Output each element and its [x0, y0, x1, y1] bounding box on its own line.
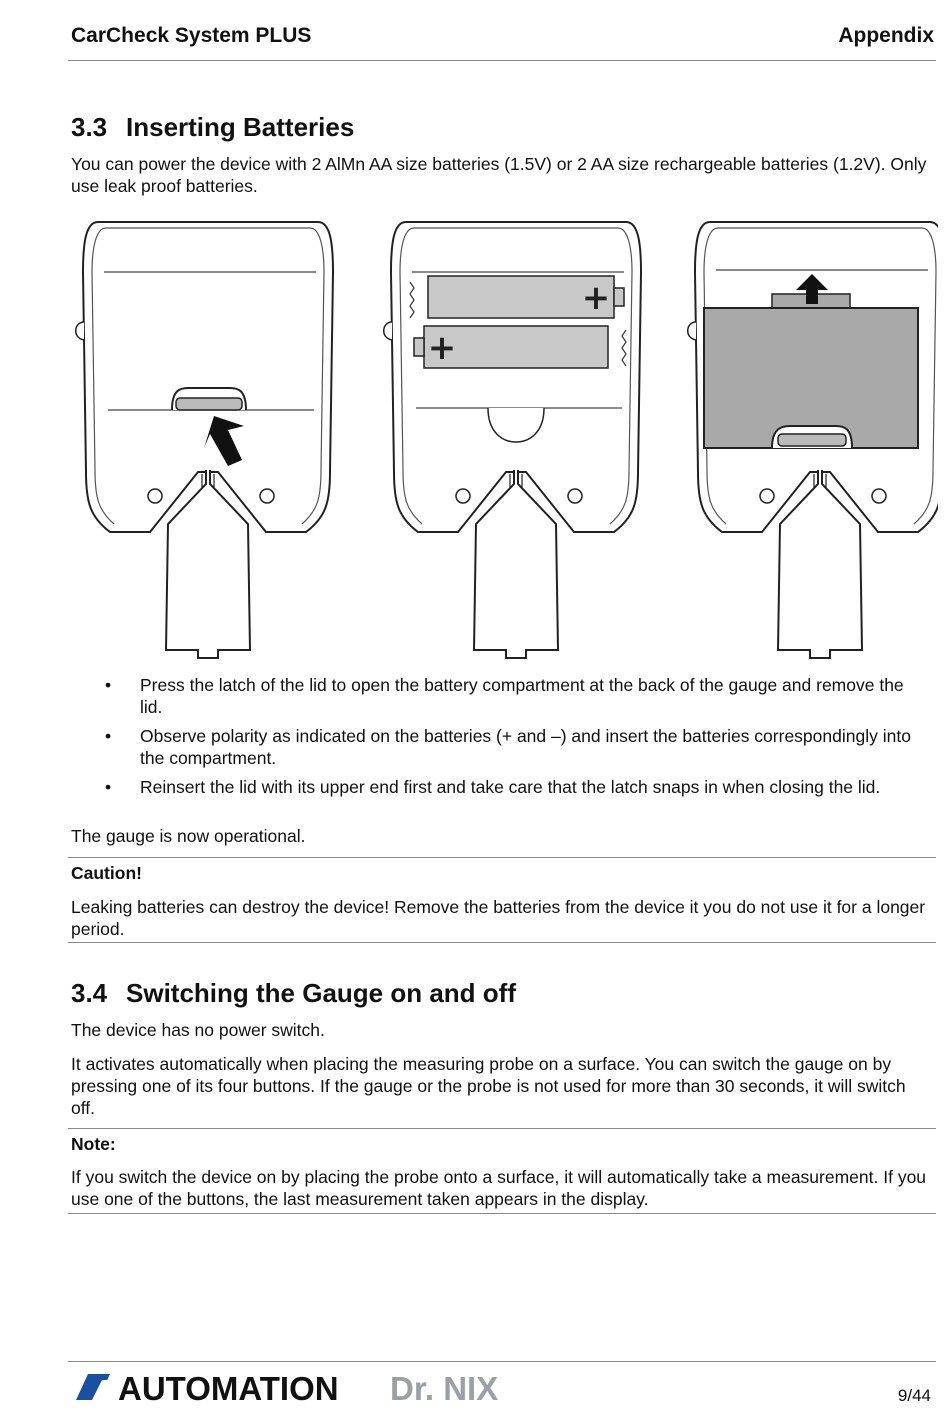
section-heading-3-4 [71, 978, 516, 1009]
bullet: • [105, 777, 112, 797]
list-item [71, 776, 930, 798]
list-item [71, 725, 930, 769]
page-number: 9/44 [897, 1386, 931, 1405]
page-header [71, 24, 934, 52]
automation-dr-nix-logo [72, 1370, 522, 1406]
step-text: Reinsert the lid with its upper end first and take care that the latch snaps in when closing the lid. [140, 777, 881, 797]
caution-label: Caution! [71, 863, 142, 883]
battery-intro: You can power the device with 2 AlMn AA size batteries (1.5V) or 2 AA size rechargeable batteries (1.2V). Only use leak proof batteries. [71, 154, 927, 196]
header-rule [68, 60, 936, 61]
logo-automation-text: AUTOMATION [118, 1370, 339, 1406]
bullet: • [105, 726, 112, 746]
section-title: Inserting Batteries [126, 112, 355, 142]
gauge-step-3 [688, 222, 938, 658]
plus-marker: + [427, 328, 457, 368]
operational-note: The gauge is now operational. [71, 826, 306, 846]
header-title: CarCheck System PLUS [71, 24, 312, 47]
caution-top-rule [68, 857, 936, 858]
section-number: 3.3 [71, 112, 108, 142]
section-title: Switching the Gauge on and off [126, 978, 516, 1008]
step-text: Press the latch of the lid to open the battery compartment at the back of the gauge and remove the lid. [140, 675, 904, 717]
caution-bottom-rule [68, 942, 936, 943]
note-top-rule [68, 1128, 936, 1129]
note-label: Note: [71, 1134, 116, 1154]
header-section: Appendix [838, 24, 934, 47]
auto-activation-text: It activates automatically when placing the measuring probe on a surface. You can switch the gauge on by pressing one of its four buttons. If the gauge or the probe is not used for more than 30 seconds, it will switch off. [71, 1054, 906, 1118]
battery-insertion-illustration [68, 212, 938, 664]
section-heading-3-3 [71, 112, 354, 143]
note-bottom-rule [68, 1213, 936, 1214]
step-text: Observe polarity as indicated on the batteries (+ and –) and insert the batteries correspondingly into the compartment. [140, 726, 911, 768]
bullet: • [105, 675, 112, 695]
gauge-step-1 [76, 222, 333, 658]
section-number: 3.4 [71, 978, 108, 1008]
steps-list [71, 674, 930, 805]
gauge-step-2 [384, 222, 641, 658]
logo-drnix-text: Dr. NIX [390, 1370, 499, 1406]
power-switch-text: The device has no power switch. [71, 1020, 325, 1040]
footer-rule [68, 1361, 936, 1362]
caution-text: Leaking batteries can destroy the device! Remove the batteries from the device it you do not use it for a longer period. [71, 897, 926, 939]
list-item [71, 674, 930, 718]
note-text: If you switch the device on by placing the probe onto a surface, it will automatically take a measurement. If you use one of the buttons, the last measurement taken appears in the display. [71, 1167, 927, 1209]
plus-marker: + [581, 278, 611, 318]
